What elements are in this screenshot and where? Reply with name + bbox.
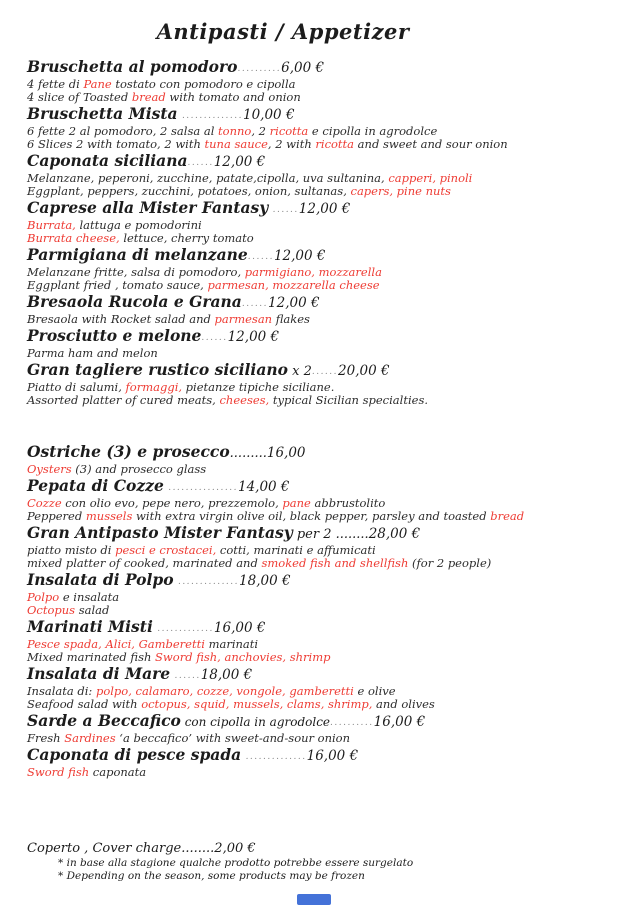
item-description-line [27,557,640,570]
item-price: 28,00 € [368,526,421,542]
item-price: 16,00 [266,445,306,461]
item-price: 6,00 € [281,60,325,76]
item-description-line [27,313,640,326]
item-name: Sarde a Beccafico [27,711,181,730]
menu-item [27,152,640,198]
menu-item-header [27,293,640,313]
menu-item [27,293,640,326]
item-price: 10,00 € [243,107,295,123]
highlighted-ingredient: ricotta [269,124,309,138]
highlighted-ingredient: Pane [83,77,112,91]
description-text: pietanze tipiche siciliane. [182,380,335,394]
description-text: Eggplant, peppers, zucchini, potatoes, onion, sultanas, [27,184,351,198]
item-name: Gran Antipasto Mister Fantasy [27,523,293,542]
description-text: (for 2 people) [408,556,492,570]
menu-item [27,665,640,711]
item-description-line [27,510,640,523]
description-text: Bresaola with Rocket salad and [27,312,215,326]
menu-item-header [27,618,640,638]
description-text: ‘a beccafico’ with sweet-and-sour onion [115,731,351,745]
highlighted-ingredient: Oysters [27,462,72,476]
menu-item-header [27,246,640,266]
highlighted-ingredient: Sardines [64,731,116,745]
item-name: Caponata siciliana [27,151,188,170]
menu-item-header [27,152,640,172]
footer-note-english: * Depending on the season, some products may be frozen [58,870,365,882]
highlighted-ingredient: polpo, calamaro, cozze, vongole, gamberetti [95,684,354,698]
description-text: caponata [89,765,147,779]
description-text: mixed platter of cooked, marinated and [27,556,262,570]
description-text: (3) and prosecco glass [71,462,207,476]
price-leader-dots: ...... [187,158,214,168]
highlighted-ingredient: ricotta [315,137,355,151]
cover-charge-line: Coperto , Cover charge........2,00 € [27,841,256,856]
description-text: Insalata di: [27,684,96,698]
item-price: 20,00 € [338,363,390,379]
highlighted-ingredient: Cozze [27,496,62,510]
description-text: typical Sicilian specialties. [269,393,428,407]
item-price: 18,00 € [200,667,253,683]
menu-item [27,327,640,360]
description-text: , 2 [251,124,270,138]
highlighted-ingredient: parmesan, mozzarella cheese [207,278,380,292]
description-text: Peppered [27,509,86,523]
item-description-line [27,651,640,664]
item-price: 18,00 € [239,573,291,589]
menu-item [27,199,640,245]
description-text: Piatto di salumi, [27,380,126,394]
item-description-line [27,347,640,360]
item-name: Marinati Misti [27,617,153,636]
highlighted-ingredient: pesci e crostacei, [115,543,217,557]
menu-item [27,58,640,104]
price-leader-dots: .......... [237,64,282,74]
price-leader-dots: .......... [330,718,374,728]
description-text: lattuga e pomodorini [75,218,202,232]
menu-item [27,571,640,617]
menu-item-header [27,199,640,219]
description-text: Assorted platter of cured meats, [27,393,220,407]
price-leader-dots: ................ [163,483,238,493]
menu-item-header [27,524,640,544]
description-text: and olives [372,697,435,711]
item-name: Bruschetta Mista [27,104,178,123]
highlighted-ingredient: octopus, squid, mussels, clams, shrimp, [141,697,373,711]
menu-item-header [27,361,640,381]
item-description-line [27,91,640,104]
highlighted-ingredient: tuna sauce [204,137,268,151]
item-price: 16,00 € [306,748,359,764]
menu-item [27,618,640,664]
menu-item [27,443,640,476]
menu-item-header [27,58,640,78]
description-text: 6 Slices 2 with tomato, 2 with [27,137,205,151]
highlighted-ingredient: mussels [85,509,133,523]
price-leader-dots: .............. [173,577,240,587]
menu-item [27,477,640,523]
item-description-line [27,279,640,292]
menu-item [27,105,640,151]
highlighted-ingredient: pane [282,496,311,510]
highlighted-ingredient: bread [490,509,525,523]
description-text: 4 fette di [27,77,84,91]
menu-items [0,46,640,779]
item-description-line [27,604,640,617]
item-price: 12,00 € [227,329,280,345]
highlighted-ingredient: capperi, pinoli [388,171,473,185]
item-description-line [27,394,640,407]
menu-item-header [27,105,640,125]
menu-item-header [27,746,640,766]
item-description-line [27,732,640,745]
description-text: cotti, marinati e affumicati [216,543,376,557]
highlighted-ingredient: tonno [218,124,252,138]
price-leader-dots: ...... [247,252,274,262]
highlighted-ingredient: Polpo [27,590,60,604]
highlighted-ingredient: Sword fish [27,765,90,779]
item-description-line [27,463,640,476]
description-text: Eggplant fried , tomato sauce, [27,278,208,292]
item-price: 12,00 € [273,248,326,264]
price-leader-dots: ...... [201,333,228,343]
blue-badge [297,894,331,905]
item-name: Caponata di pesce spada [27,745,242,764]
item-name-suffix: con cipolla in agrodolce [180,715,331,729]
description-text: piatto misto di [27,543,116,557]
item-description-line [27,591,640,604]
item-description-line [27,138,640,151]
highlighted-ingredient: Burrata cheese, [27,231,120,245]
description-text: and sweet and sour onion [354,137,508,151]
menu-item-header [27,571,640,591]
price-leader-dots: .............. [241,752,307,762]
item-name-suffix: per 2 [292,527,332,542]
item-name: Insalata di Mare [27,664,171,683]
menu-item-header [27,443,640,463]
description-text: with extra virgin olive oil, black pepper, parsley and toasted [132,509,491,523]
item-price: 12,00 € [268,295,320,311]
description-text: with tomato and onion [165,90,301,104]
description-text: Mixed marinated fish [27,650,156,664]
item-name: Parmigiana di melanzane [27,245,248,264]
price-leader-dots: ............. [152,624,214,634]
description-text: e insalata [59,590,120,604]
highlighted-ingredient: smoked fish and shellfish [261,556,409,570]
menu-item-header [27,477,640,497]
item-price: 16,00 € [213,620,266,636]
highlighted-ingredient: Octopus [27,603,76,617]
menu-item [27,712,640,745]
price-leader-dots: ......... [229,446,267,461]
menu-item-header [27,665,640,685]
highlighted-ingredient: cheeses, [219,393,270,407]
description-text: tostato con pomodoro e cipolla [111,77,296,91]
highlighted-ingredient: parmesan [214,312,273,326]
item-price: 12,00 € [298,201,351,217]
item-name: Pepata di Cozze [27,476,164,495]
item-description-line [27,185,640,198]
description-text: e cipolla in agrodolce [308,124,438,138]
highlighted-ingredient: Burrata, [27,218,76,232]
description-text: abbrustolito [310,496,386,510]
menu-item-header [27,712,640,732]
item-name: Gran tagliere rustico siciliano [27,360,288,379]
description-text: 4 slice of Toasted [27,90,132,104]
price-leader-dots: ...... [268,205,299,215]
item-price: 16,00 € [373,714,426,730]
menu-item-header [27,327,640,347]
description-text: marinati [204,637,259,651]
page-title: Antipasti / Appetizer [156,19,410,44]
item-price: 14,00 € [237,479,290,495]
price-leader-dots: ........ [331,527,369,542]
highlighted-ingredient: capers, pine nuts [350,184,451,198]
item-name: Caprese alla Mister Fantasy [27,198,269,217]
description-text: Melanzane, peperoni, zucchine, patate,cipolla, uva sultanina, [27,171,389,185]
description-text: e olive [353,684,396,698]
description-text: lettuce, cherry tomato [119,231,254,245]
menu-item [27,361,640,407]
item-name-suffix: x 2 [287,364,312,379]
item-description-line [27,698,640,711]
highlighted-ingredient: Sword fish, anchovies, shrimp [155,650,331,664]
footer-note-italian: * in base alla stagione qualche prodotto potrebbe essere surgelato [58,857,414,869]
menu-item [27,524,640,570]
description-text: Parma ham and melon [27,346,158,360]
description-text: salad [75,603,110,617]
item-description-line [27,766,640,779]
highlighted-ingredient: formaggi, [125,380,183,394]
price-leader-dots: ...... [311,367,339,377]
price-leader-dots: ...... [241,299,269,309]
item-name: Prosciutto e melone [27,326,202,345]
description-text: Fresh [27,731,65,745]
highlighted-ingredient: parmigiano, mozzarella [244,265,382,279]
footer [27,840,413,883]
item-description-line [27,232,640,245]
description-text: flakes [272,312,310,326]
description-text: Seafood salad with [27,697,142,711]
highlighted-ingredient: Pesce spada, Alici, Gamberetti [27,637,205,651]
menu-item [27,746,640,779]
item-name: Insalata di Polpo [27,570,174,589]
highlighted-ingredient: bread [131,90,166,104]
menu-item [27,246,640,292]
price-leader-dots: .............. [177,111,243,121]
item-price: 12,00 € [213,154,266,170]
item-name: Bresaola Rucola e Grana [27,292,242,311]
description-text: 6 fette 2 al pomodoro, 2 salsa al [27,124,219,138]
description-text: con olio evo, pepe nero, prezzemolo, [61,496,283,510]
item-name: Bruschetta al pomodoro [27,57,238,76]
price-leader-dots: ...... [170,671,201,681]
item-name: Ostriche (3) e prosecco [27,442,230,461]
description-text: , 2 with [267,137,316,151]
description-text: Melanzane fritte, salsa di pomodoro, [27,265,245,279]
